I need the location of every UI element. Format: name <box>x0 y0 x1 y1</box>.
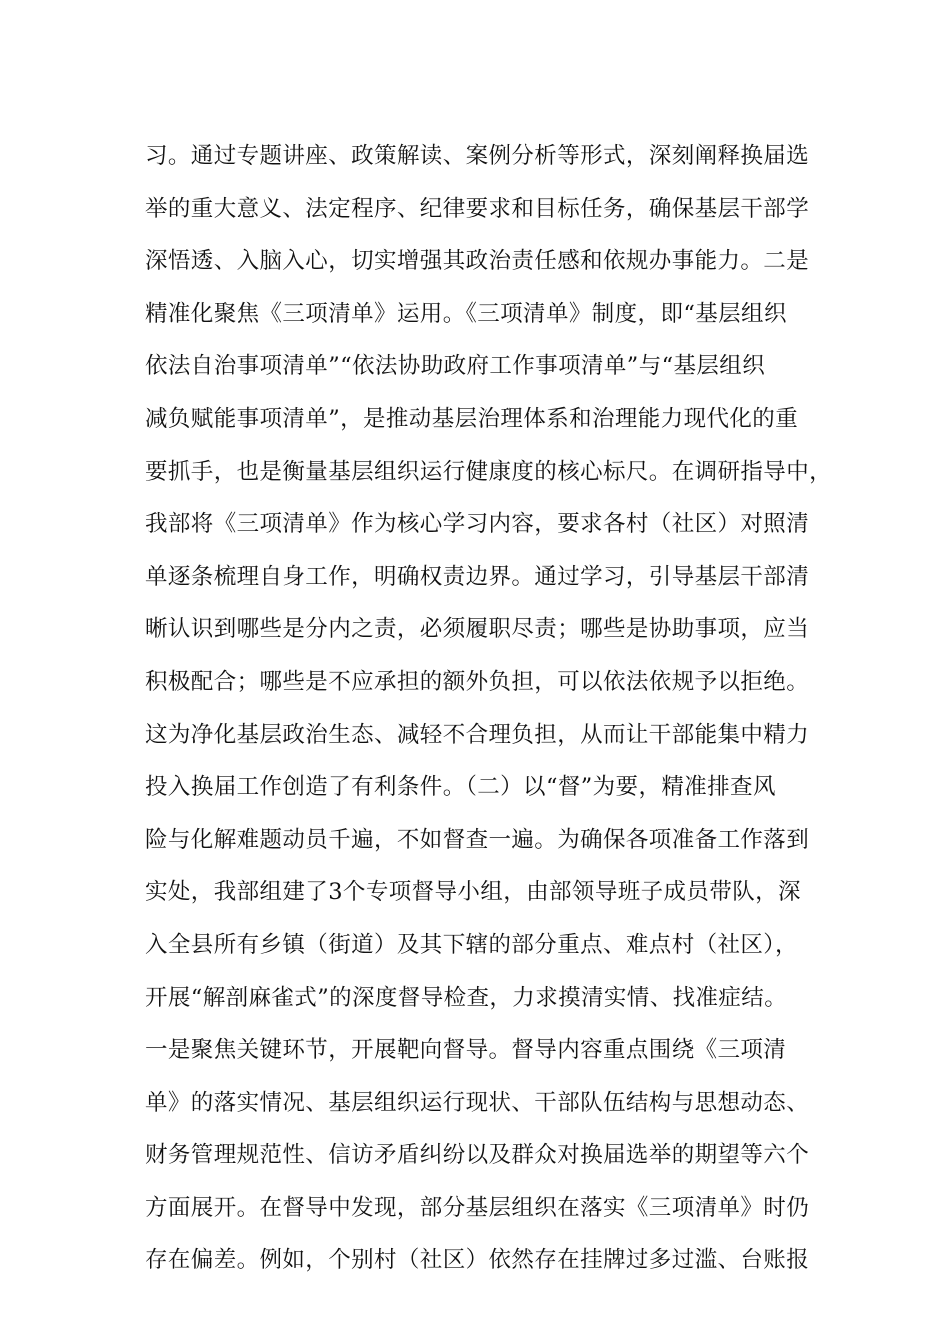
text-line: 险与化解难题动员千遍，不如督查一遍。为确保各项准备工作落到 <box>145 826 810 853</box>
text-line: 实处，我部组建了3个专项督导小组，由部领导班子成员带队，深 <box>145 879 801 906</box>
text-line: 依法自治事项清单”“依法协助政府工作事项清单”与“基层组织 <box>145 353 766 380</box>
text-line: 这为净化基层政治生态、减轻不合理负担，从而让干部能集中精力 <box>145 721 810 748</box>
text-line: 深悟透、入脑入心，切实增强其政治责任感和依规办事能力。二是 <box>145 248 810 275</box>
text-line: 积极配合；哪些是不应承担的额外负担，可以依法依规予以拒绝。 <box>145 668 810 695</box>
text-line: 要抓手，也是衡量基层组织运行健康度的核心标尺。在调研指导中， <box>145 458 833 485</box>
text-line: 一是聚焦关键环节，开展靶向督导。督导内容重点围绕《三项清 <box>145 1037 787 1064</box>
text-line: 投入换届工作创造了有利条件。（二）以“督”为要，精准排查风 <box>145 774 776 801</box>
body-text <box>145 130 835 1287</box>
text-line: 方面展开。在督导中发现，部分基层组织在落实《三项清单》时仍 <box>145 1194 810 1221</box>
text-line: 存在偏差。例如，个别村（社区）依然存在挂牌过多过滥、台账报 <box>145 1247 810 1274</box>
text-line: 举的重大意义、法定程序、纪律要求和目标任务，确保基层干部学 <box>145 195 810 222</box>
text-line: 单逐条梳理自身工作，明确权责边界。通过学习，引导基层干部清 <box>145 563 810 590</box>
text-line: 单》的落实情况、基层组织运行现状、干部队伍结构与思想动态、 <box>145 1089 810 1116</box>
text-line: 晰认识到哪些是分内之责，必须履职尽责；哪些是协助事项，应当 <box>145 616 810 643</box>
text-line: 习。通过专题讲座、政策解读、案例分析等形式，深刻阐释换届选 <box>145 143 810 169</box>
text-line: 精准化聚焦《三项清单》运用。《三项清单》制度，即“基层组织 <box>145 300 787 327</box>
text-line: 减负赋能事项清单”，是推动基层治理体系和治理能力现代化的重 <box>145 405 799 432</box>
text-line: 我部将《三项清单》作为核心学习内容，要求各村（社区）对照清 <box>145 511 810 538</box>
text-line: 财务管理规范性、信访矛盾纠纷以及群众对换届选举的期望等六个 <box>145 1142 810 1169</box>
text-line: 入全县所有乡镇（街道）及其下辖的部分重点、难点村（社区）， <box>145 931 798 958</box>
text-line: 开展“解剖麻雀式”的深度督导检查，力求摸清实情、找准症结。 <box>145 984 788 1011</box>
